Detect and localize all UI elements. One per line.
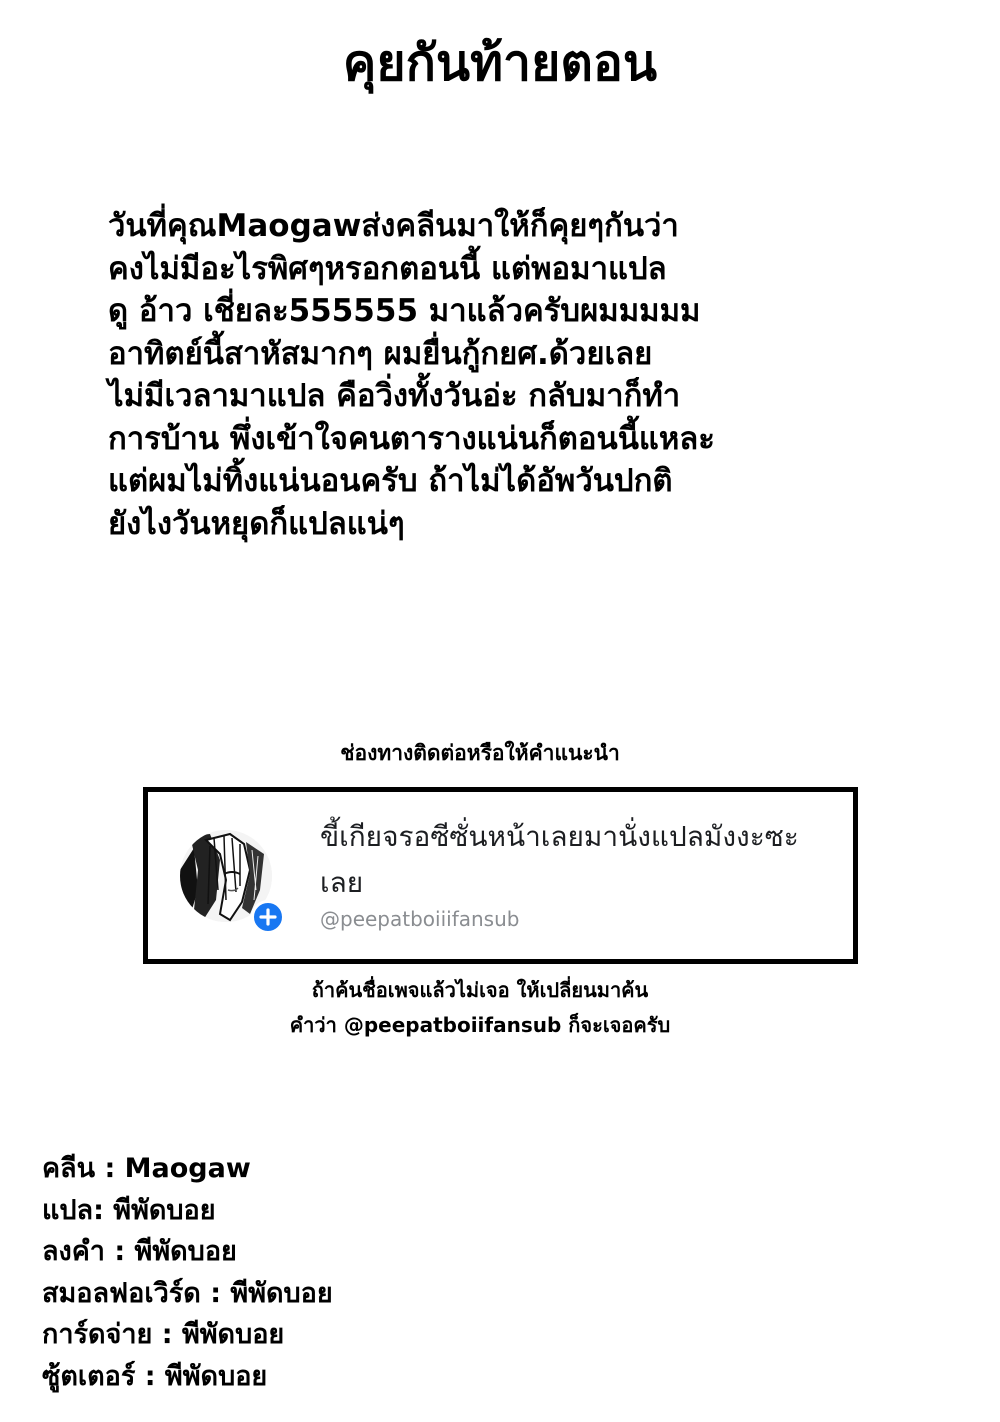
credit-small-forward: สมอลฟอเวิร์ด : พีพัดบอย — [42, 1277, 333, 1309]
message-line: อาทิตย์นี้สาหัสมากๆ ผมยื่นกู้กยศ.ด้วยเลย — [108, 335, 653, 372]
end-of-chapter-title: คุยกันท้ายตอน — [342, 34, 658, 92]
plus-icon[interactable] — [251, 900, 285, 934]
message-line: ยังไงวันหยุดก็แปลแน่ๆ — [108, 505, 405, 542]
search-hint-line: ถ้าค้นชื่อเพจแล้วไม่เจอ ให้เปลี่ยนมาค้น — [311, 978, 649, 1002]
credit-translator: แปล: พีพัดบอย — [42, 1194, 216, 1226]
message-line: คงไม่มีอะไรพิศๆหรอกตอนนี้ แต่พอมาแปล — [108, 250, 667, 287]
message-line: วันที่คุณMaogawส่งคลีนมาให้ก็คุยๆกันว่า — [108, 208, 679, 244]
search-hint — [0, 973, 960, 1043]
contact-heading: ช่องทางติดต่อหรือให้คำแนะนำ — [340, 741, 620, 765]
credit-typesetter: ลงคำ : พีพัดบอย — [42, 1236, 237, 1267]
page-name[interactable]: ขี้เกียจรอซีซั่นหน้าเลยมานั่งแปลมังงะซะเลย — [320, 820, 799, 899]
message-line: ดู อ้าว เชี่ยละ555555 มาแล้วครับผมมมมม — [108, 293, 701, 329]
credit-shooter: ซู้ตเตอร์ : พีพัดบอย — [42, 1360, 268, 1392]
facebook-page-card[interactable] — [143, 787, 858, 964]
translator-message — [108, 205, 988, 545]
staff-credits — [42, 1148, 333, 1397]
credit-card-payer: การ์ดจ่าย : พีพัดบอย — [42, 1319, 285, 1350]
message-line: แต่ผมไม่ทิ้งแน่นอนครับ ถ้าไม่ได้อัพวันปกติ — [108, 463, 673, 499]
message-line: ไม่มีเวลามาแปล คือวิ่งทั้งวันอ่ะ กลับมาก็ทำ — [108, 378, 681, 414]
page-handle: @peepatboiiifansub — [320, 907, 520, 931]
search-hint-line: คำว่า @peepatboiifansub ก็จะเจอครับ — [289, 1013, 671, 1037]
message-line: การบ้าน พึ่งเข้าใจคนตารางแน่นก็ตอนนี้แหละ — [108, 420, 715, 457]
credit-cleaner: คลีน : Maogaw — [42, 1153, 251, 1184]
